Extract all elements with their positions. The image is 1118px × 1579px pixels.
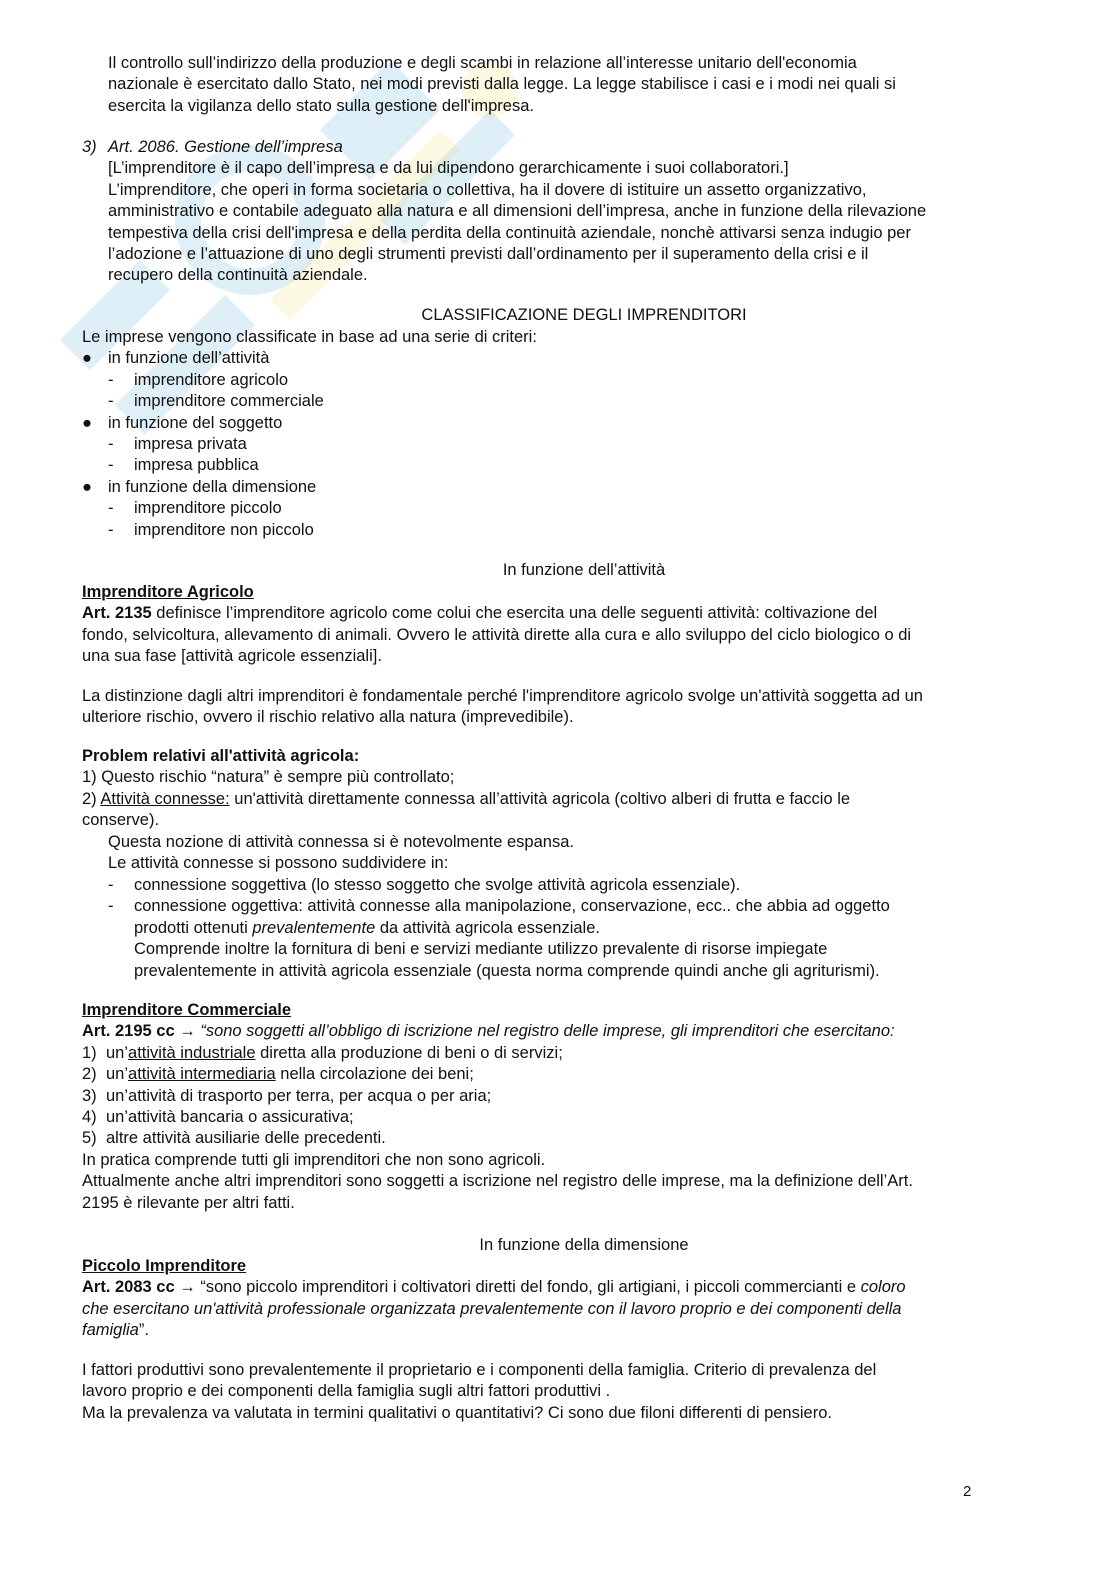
list-item: - imprenditore agricolo — [108, 370, 289, 389]
list-item: - imprenditore piccolo — [108, 499, 282, 518]
distinzione-paragraph: La distinzione dagli altri imprenditori è fondamentale perché l'imprenditore agricolo svolge un'attività soggetta ad un ulteriore rischio, ovvero il rischio relativo alla natura (imprevedibile). — [82, 687, 923, 727]
list-item: 5) altre attività ausiliarie delle precedenti. — [82, 1129, 386, 1148]
list-item: 3) un’attività di trasporto per terra, per acqua o per aria; — [82, 1086, 492, 1105]
list-item: ● in funzione dell’attività — [82, 349, 270, 368]
classificazione-heading: CLASSIFICAZIONE DEGLI IMPRENDITORI — [421, 306, 747, 324]
list-item: ● in funzione della dimensione — [82, 477, 317, 496]
dimensione-heading: In funzione della dimensione — [479, 1236, 689, 1254]
intro-paragraph: Il controllo sull’indirizzo della produzione e degli scambi in relazione all’interesse unitario dell'economia nazionale è esercitato dallo Stato, nei modi previsti dalla legge. La legge stabilisce i casi e i modi nei quali si esercita la vigilanza dello stato sulla gestione dell'impresa. — [108, 54, 896, 115]
list-item: - impresa privata — [108, 435, 247, 454]
imprenditore-commerciale-section: Imprenditore Commerciale Art. 2195 cc → “sono soggetti all’obbligo di iscrizione nel registro delle imprese, gli imprenditori che esercitano: 1) un’attività industriale diretta alla produzione di beni o di servizi; 2) un’attività intermediaria nella circolazione dei beni; 3) un’attività di trasporto per terra, per acqua o per aria; 4) un’attività bancaria o assicurativa; 5) altre attività ausiliarie delle precedenti. In pratica comprende tutti gli imprenditori che non sono agricoli. Attualmente anche altri imprenditori sono soggetti a iscrizione nel registro delle imprese, ma la definizione dell’Art. 2195 è rilevante per altri fatti. — [82, 1000, 1042, 1214]
imprenditore-agricolo-section: Imprenditore Agricolo Art. 2135 definisce l’imprenditore agricolo come colui che esercita una delle seguenti attività: coltivazione del fondo, selvicoltura, allevamento di animali. Ovvero le attività dirette alla cura e allo sviluppo del ciclo biologico o di una sua fase [attività agricole essenziali]. — [82, 582, 1042, 668]
page-number: 2 — [963, 1483, 972, 1500]
list-number: 3) — [82, 138, 97, 156]
list-item: 2) un’attività intermediaria nella circolazione dei beni; — [82, 1065, 474, 1084]
section-title: Imprenditore Agricolo — [82, 583, 254, 601]
list-item: 1) un’attività industriale diretta alla produzione di beni o di servizi; — [82, 1043, 563, 1062]
list-item: - imprenditore non piccolo — [108, 520, 314, 539]
piccolo-imprenditore-section: Piccolo Imprenditore Art. 2083 cc → “sono piccolo imprenditori i coltivatori diretti del fondo, gli artigiani, i piccoli commercianti e coloro che esercitano un'attività professionale organizzata prevalentemente con il lavoro proprio e dei componenti della famiglia”. — [82, 1256, 1042, 1342]
fattori-paragraph: I fattori produttivi sono prevalentemente il proprietario e i componenti della famiglia. Criterio di prevalenza del lavoro proprio e dei componenti della famiglia sugli altri fattori produttivi . Ma la prevalenza va valutata in termini qualitativi o quantitativi? Ci sono due filoni differenti di pensiero. — [82, 1361, 877, 1422]
section-title: Piccolo Imprenditore — [82, 1257, 247, 1275]
art-2086-section: Art. 2086. Gestione dell’impresa [L’imprenditore è il capo dell’impresa e da lui dipendono gerarchicamente i suoi collaboratori.] L’imprenditore, che operi in forma societaria o collettiva, ha il dovere di istituire un assetto organizzativo, amministrativo e contabile adeguato alla natura e all dimensioni dell’impresa, anche in funzione della rilevazione tempestiva della crisi dell'impresa e della perdita della continuità aziendale, nonchè attivarsi senza indugio per l’adozione e l’attuazione di uno degli strumenti previsti dall’ordinamento per il superamento della crisi e il recupero della continuità aziendale. — [108, 137, 1048, 287]
list-item: 4) un’attività bancaria o assicurativa; — [82, 1108, 354, 1127]
list-item: - connessione soggettiva (lo stesso soggetto che svolge attività agricola essenziale). — [108, 876, 741, 894]
art-2086-bracket: [L’imprenditore è il capo dell’impresa e da lui dipendono gerarchicamente i suoi collaboratori.] — [108, 159, 789, 178]
connessione-list: - connessione soggettiva (lo stesso soggetto che svolge attività agricola essenziale). - connessione oggettiva: attività connesse alla manipolazione, conservazione, ecc.. che abbia ad oggetto prodotti ottenuti prevalentemente da attività agricola essenziale. Comprende inoltre la fornitura di beni e servizi mediante utilizzo prevalente di risorse impiegate prevalentemente in attività agricola essenziale (questa norma comprende quindi anche gli agriturismi). — [82, 875, 1042, 982]
art-2086-title: Art. 2086. Gestione dell’impresa — [108, 138, 343, 156]
classificazione-list: Le imprese vengono classificate in base ad una serie di criteri: ● in funzione dell’attività - imprenditore agricolo - imprenditore commerciale ● in funzione del soggetto - impresa privata - impresa pubblica ● in funzione della dimensione - imprenditore piccolo - imprenditore non piccolo — [82, 327, 1042, 541]
list-item: ● in funzione del soggetto — [82, 413, 283, 432]
problemi-section: Problem relativi all'attività agricola: 1) Questo rischio “natura” è sempre più controllato; 2) Attività connesse: un'attività direttamente connessa all’attività agricola (coltivo alberi di frutta e faccio le conserve). — [82, 746, 1042, 832]
attivita-connesse-notes: Questa nozione di attività connessa si è notevolmente espansa. Le attività connesse si possono suddividere in: — [108, 833, 574, 873]
section-title: Imprenditore Commerciale — [82, 1001, 292, 1019]
list-item: - imprenditore commerciale — [108, 392, 324, 411]
list-item: - connessione oggettiva: attività connesse alla manipolazione, conservazione, ecc.. che abbia ad oggetto — [108, 897, 890, 916]
section-title: Problem relativi all'attività agricola: — [82, 747, 360, 765]
attivita-heading: In funzione dell’attività — [502, 561, 666, 579]
list-item: - impresa pubblica — [108, 456, 259, 475]
